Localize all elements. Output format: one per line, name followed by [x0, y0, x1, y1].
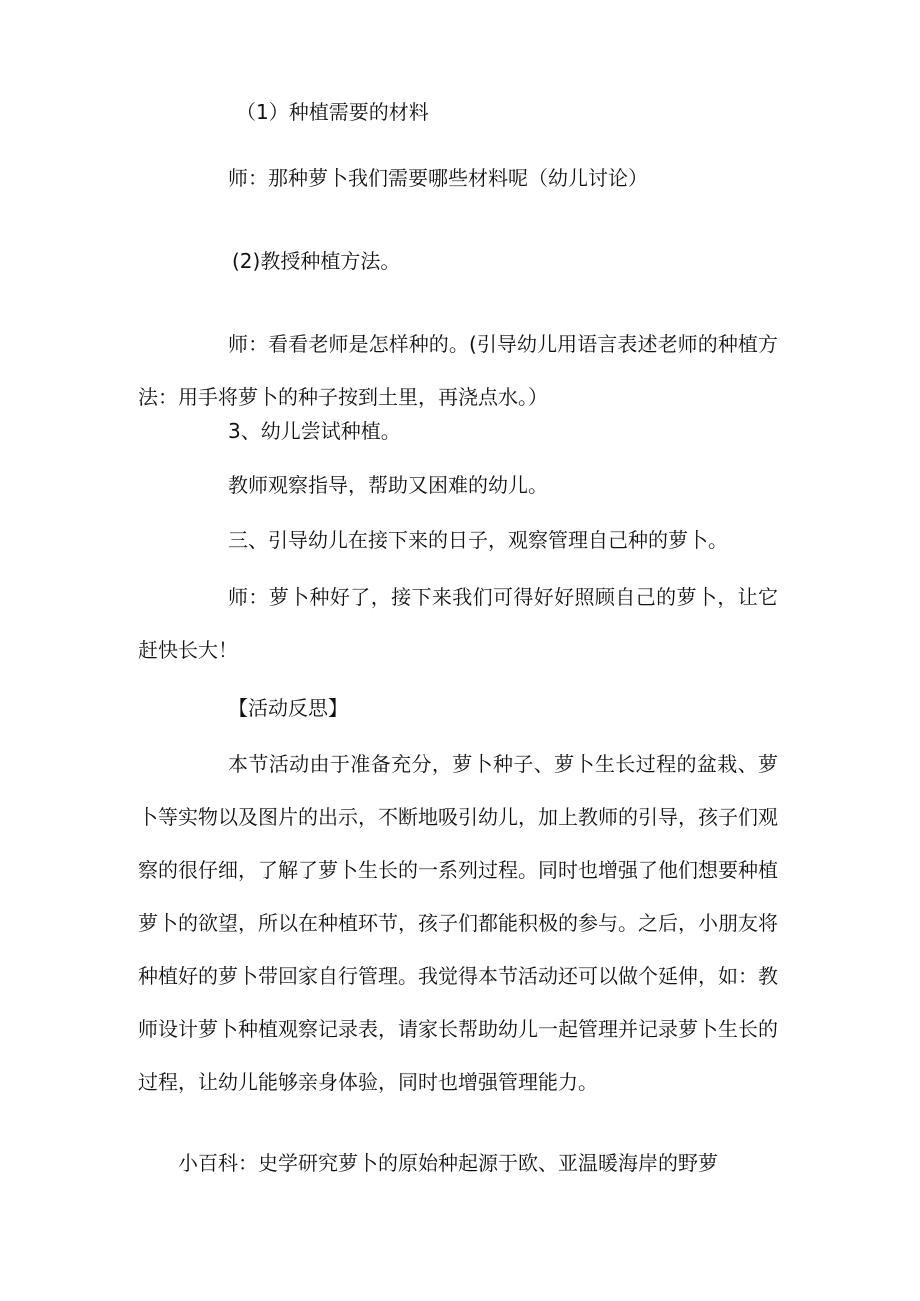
- section-3-heading: 三、引导幼儿在接下来的日子，观察管理自己种的萝卜。: [228, 528, 728, 552]
- reflection-heading: 【活动反思】: [228, 696, 348, 720]
- teacher-care-paragraph: 师：萝卜种好了，接下来我们可得好好照顾自己的萝卜，让它赶快长大！: [138, 585, 778, 662]
- reflection-paragraph: 本节活动由于准备充分，萝卜种子、萝卜生长过程的盆栽、萝卜等实物以及图片的出示，不断地吸引幼儿，加上教师的引导，孩子们观察的很仔细，了解了萝卜生长的一系列过程。同时也增强了他们想要种植萝卜的欲望，所以在种植环节，孩子们都能积极的参与。之后，小朋友将种植好的萝卜带回家自行管理。我觉得本节活动还可以做个延伸，如：教师设计萝卜种植观察记录表，请家长帮助幼儿一起管理并记录萝卜生长的过程，让幼儿能够亲身体验，同时也增强管理能力。: [138, 752, 778, 1094]
- encyclopedia-note: 小百科：史学研究萝卜的原始种起源于欧、亚温暖海岸的野萝: [178, 1151, 718, 1175]
- teacher-method-paragraph: 师：看看老师是怎样种的。(引导幼儿用语言表述老师的种植方法：用手将萝卜的种子按到土里，再浇点水。）: [138, 332, 778, 409]
- teacher-question-materials: 师：那种萝卜我们需要哪些材料呢（幼儿讨论）: [228, 166, 648, 190]
- teacher-guide-text: 教师观察指导，帮助又困难的幼儿。: [228, 473, 548, 497]
- step-3-heading: 3、幼儿尝试种植。: [228, 419, 401, 443]
- heading-method: (2)教授种植方法。: [232, 249, 401, 273]
- heading-materials: （1）种植需要的材料: [236, 100, 429, 124]
